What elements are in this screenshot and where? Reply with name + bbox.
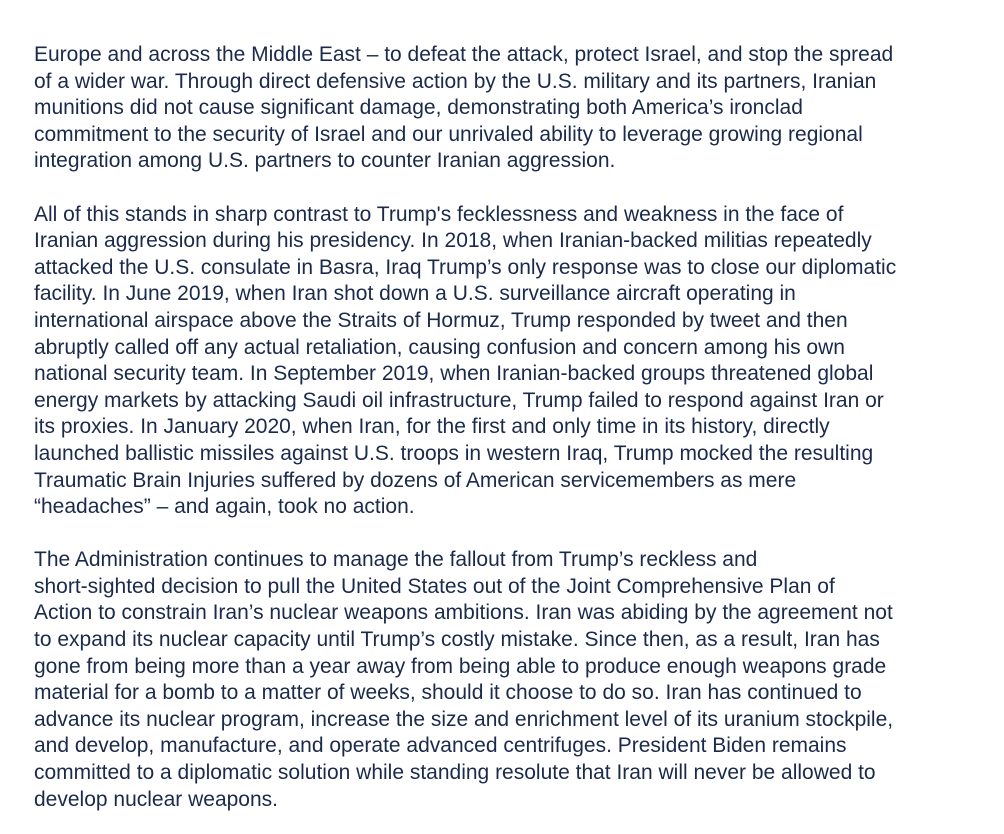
text-line: munitions did not cause significant damage, demonstrating both America’s ironclad (34, 96, 803, 120)
text-line: The Administration continues to manage the fallout from Trump’s reckless and (34, 548, 758, 572)
text-line: attacked the U.S. consulate in Basra, Iraq Trump’s only response was to close our diplomatic (34, 255, 897, 279)
text-line: its proxies. In January 2020, when Iran, for the first and only time in its history, directly (34, 415, 830, 439)
text-line: All of this stands in sharp contrast to Trump's fecklessness and weakness in the face of (34, 202, 844, 226)
text-line: short-sighted decision to pull the United States out of the Joint Comprehensive Plan of (34, 574, 835, 598)
text-line: and develop, manufacture, and operate advanced centrifuges. President Biden remains (34, 734, 847, 758)
text-line: international airspace above the Straits of Hormuz, Trump responded by tweet and then (34, 308, 848, 332)
text-line: Traumatic Brain Injuries suffered by dozens of American servicemembers as mere (34, 468, 797, 492)
text-line: Iranian aggression during his presidency. In 2018, when Iranian-backed militias repeatedly (34, 229, 872, 253)
paragraph-2 (34, 202, 974, 521)
text-line: commitment to the security of Israel and our unrivaled ability to leverage growing regional (34, 122, 863, 146)
text-line: advance its nuclear program, increase the size and enrichment level of its uranium stockpile, (34, 707, 894, 731)
text-line: energy markets by attacking Saudi oil infrastructure, Trump failed to respond against Iran or (34, 388, 884, 412)
text-line: gone from being more than a year away from being able to produce enough weapons grade (34, 654, 887, 678)
text-line: Action to constrain Iran’s nuclear weapons ambitions. Iran was abiding by the agreement not (34, 601, 893, 625)
text-line: committed to a diplomatic solution while standing resolute that Iran will never be allowed to (34, 761, 876, 785)
text-line: develop nuclear weapons. (34, 787, 279, 811)
text-line: abruptly called off any actual retaliation, causing confusion and concern among his own (34, 335, 845, 359)
text-line: launched ballistic missiles against U.S. troops in western Iraq, Trump mocked the resulting (34, 441, 874, 465)
paragraph-3 (34, 547, 974, 813)
text-line: national security team. In September 2019, when Iranian-backed groups threatened global (34, 362, 874, 386)
text-line: material for a bomb to a matter of weeks, should it choose to do so. Iran has continued to (34, 681, 862, 705)
document-body (34, 42, 974, 813)
paragraph-1 (34, 42, 974, 175)
text-line: of a wider war. Through direct defensive action by the U.S. military and its partners, Iranian (34, 69, 877, 93)
text-line: facility. In June 2019, when Iran shot down a U.S. surveillance aircraft operating in (34, 282, 796, 306)
text-line: to expand its nuclear capacity until Trump’s costly mistake. Since then, as a result, Iran has (34, 628, 880, 652)
text-line: integration among U.S. partners to counter Iranian aggression. (34, 149, 616, 173)
text-line: Europe and across the Middle East – to defeat the attack, protect Israel, and stop the spread (34, 43, 894, 66)
text-line: “headaches” – and again, took no action. (34, 495, 415, 519)
